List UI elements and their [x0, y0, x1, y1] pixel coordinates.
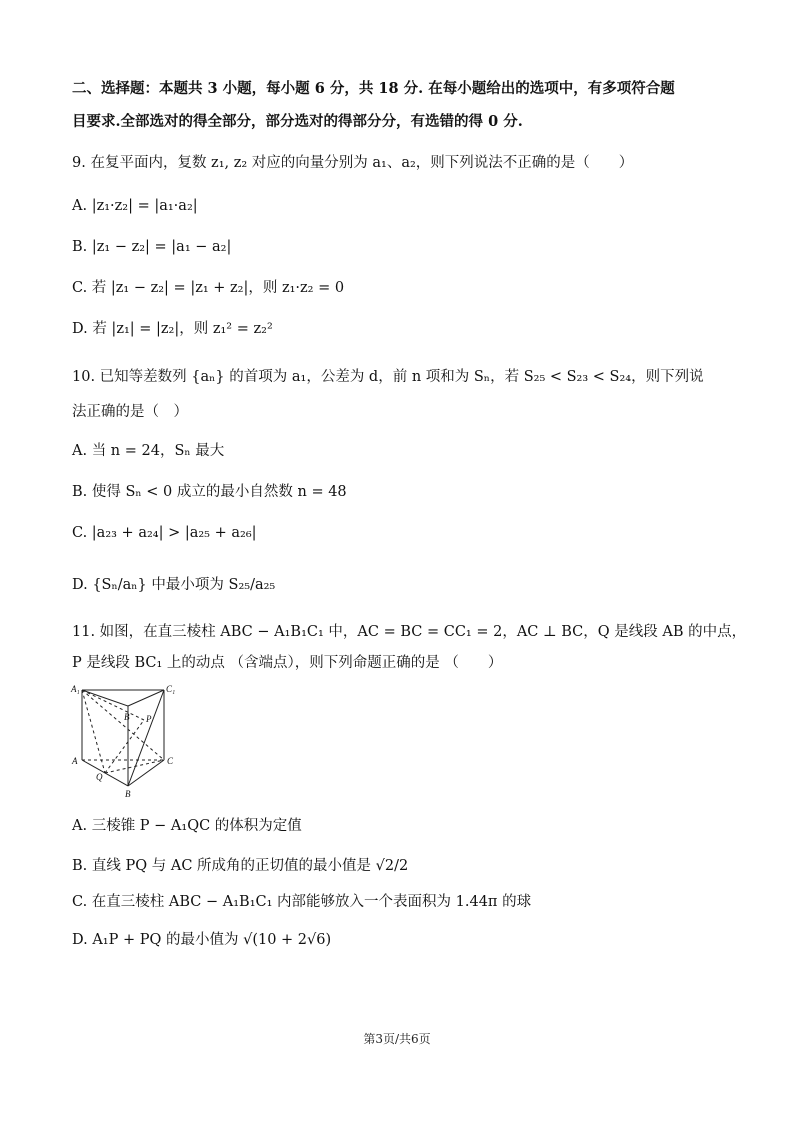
edge-qp — [105, 720, 144, 773]
q11-option-c: C. 在直三棱柱 ABC − A₁B₁C₁ 内部能够放入一个表面积为 1.44π 的球 — [72, 894, 532, 910]
label-p: P — [146, 714, 152, 724]
q10-stem-line2: 法正确的是（ ） — [72, 404, 188, 420]
q9-stem: 9. 在复平面内，复数 z₁, z₂ 对应的向量分别为 a₁、a₂，则下列说法不正确的是（ ） — [72, 155, 634, 171]
edge-a1p — [82, 690, 144, 720]
q9-option-c: C. 若 |z₁ − z₂| = |z₁ + z₂|，则 z₁·z₂ = 0 — [72, 280, 345, 296]
q10-option-d: D. {Sₙ/aₙ} 中最小项为 S₂₅/a₂₅ — [72, 577, 276, 593]
section-header-line1: 二、选择题：本题共 3 小题，每小题 6 分，共 18 分. 在每小题给出的选项中，有多项符合题 — [72, 80, 675, 97]
q11-option-a: A. 三棱锥 P − A₁QC 的体积为定值 — [72, 818, 302, 834]
edge-a1q — [82, 690, 105, 773]
label-c: C — [167, 756, 174, 766]
q9-option-b: B. |z₁ − z₂| = |a₁ − a₂| — [72, 239, 232, 255]
edge-a1b1 — [82, 690, 128, 706]
label-a1: A₁ — [71, 684, 80, 694]
q10-option-c: C. |a₂₃ + a₂₄| > |a₂₅ + a₂₆| — [72, 525, 257, 541]
edge-bc1 — [128, 690, 164, 786]
q10-stem-line1: 10. 已知等差数列 {aₙ} 的首项为 a₁，公差为 d，前 n 项和为 Sₙ，若 S₂₅ < S₂₃ < S₂₄，则下列说 — [72, 369, 704, 385]
q9-option-d: D. 若 |z₁| = |z₂|，则 z₁² = z₂² — [72, 321, 273, 337]
label-q: Q — [96, 772, 103, 782]
label-b1: B — [124, 712, 130, 722]
q11-option-d: D. A₁P + PQ 的最小值为 √(10 + 2√6) — [72, 932, 332, 948]
q11-option-b: B. 直线 PQ 与 AC 所成角的正切值的最小值是 √2/2 — [72, 858, 409, 874]
q9-option-a: A. |z₁·z₂| = |a₁·a₂| — [72, 198, 198, 214]
section-header-line2: 目要求.全部选对的得全部分，部分选对的得部分分，有选错的得 0 分. — [72, 113, 523, 130]
label-b: B — [125, 789, 131, 799]
edge-a1c — [82, 690, 164, 760]
q10-option-a: A. 当 n = 24，Sₙ 最大 — [72, 443, 225, 459]
q10-option-b: B. 使得 Sₙ < 0 成立的最小自然数 n = 48 — [72, 484, 347, 500]
label-a: A — [72, 756, 78, 766]
page-footer: 第3页/共6页 — [363, 1032, 431, 1046]
q11-stem-line1: 11. 如图，在直三棱柱 ABC − A₁B₁C₁ 中，AC = BC = CC₁ = 2，AC ⊥ BC，Q 是线段 AB 的中点， — [72, 624, 747, 640]
q11-stem-line2: P 是线段 BC₁ 上的动点 （含端点），则下列命题正确的是 （ ） — [72, 655, 503, 671]
prism-figure — [70, 682, 190, 802]
label-c1: C₁ — [166, 684, 176, 694]
